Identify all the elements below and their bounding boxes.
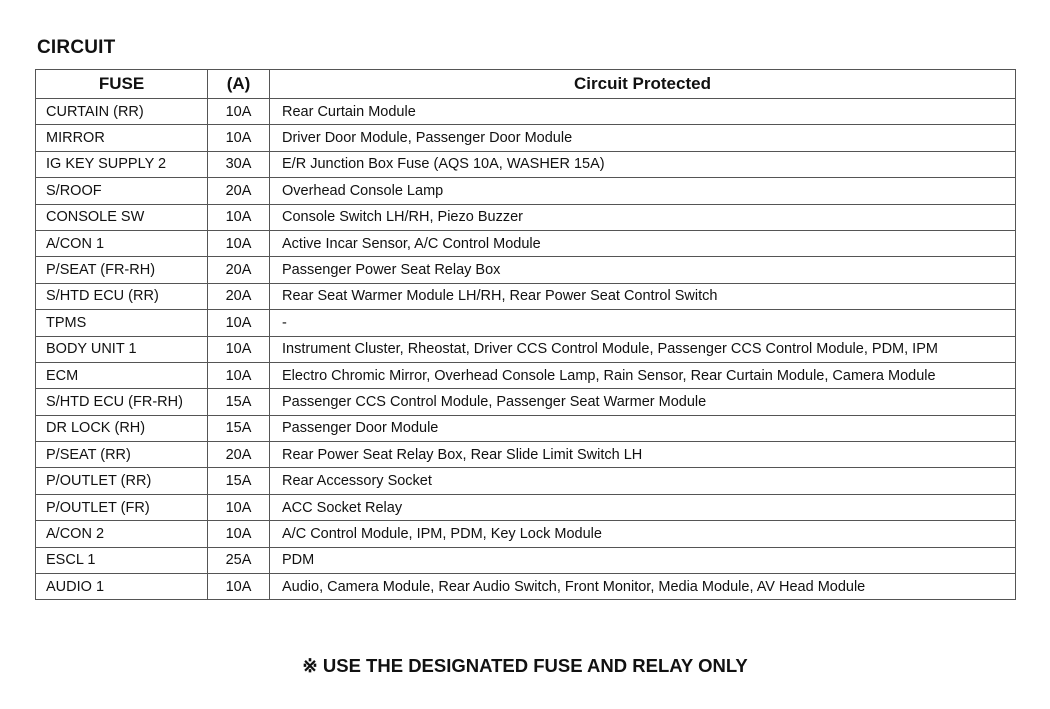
fuse-name-cell: A/CON 1	[36, 230, 208, 256]
circuit-protected-cell: Rear Power Seat Relay Box, Rear Slide Limit Switch LH	[270, 442, 1016, 468]
fuse-name-cell: P/OUTLET (RR)	[36, 468, 208, 494]
fuse-amperage-cell: 25A	[208, 547, 270, 573]
table-row	[36, 283, 1016, 309]
fuse-name-cell: A/CON 2	[36, 521, 208, 547]
table-row	[36, 257, 1016, 283]
header-fuse: FUSE	[36, 70, 208, 99]
fuse-amperage-cell: 10A	[208, 494, 270, 520]
fuse-amperage-cell: 10A	[208, 204, 270, 230]
circuit-protected-cell: A/C Control Module, IPM, PDM, Key Lock Module	[270, 521, 1016, 547]
footer-note: ※ USE THE DESIGNATED FUSE AND RELAY ONLY	[302, 655, 748, 676]
circuit-protected-cell: ACC Socket Relay	[270, 494, 1016, 520]
table-row	[36, 151, 1016, 177]
fuse-name-cell: P/OUTLET (FR)	[36, 494, 208, 520]
fuse-amperage-cell: 20A	[208, 257, 270, 283]
table-row	[36, 336, 1016, 362]
fuse-amperage-cell: 10A	[208, 521, 270, 547]
section-title: CIRCUIT	[37, 37, 116, 58]
table-row	[36, 494, 1016, 520]
fuse-amperage-cell: 15A	[208, 468, 270, 494]
header-amp: (A)	[208, 70, 270, 99]
table-row	[36, 389, 1016, 415]
fuse-amperage-cell: 10A	[208, 230, 270, 256]
fuse-amperage-cell: 10A	[208, 125, 270, 151]
circuit-protected-cell: Console Switch LH/RH, Piezo Buzzer	[270, 204, 1016, 230]
fuse-name-cell: S/HTD ECU (FR-RH)	[36, 389, 208, 415]
fuse-name-cell: S/HTD ECU (RR)	[36, 283, 208, 309]
circuit-protected-cell: Audio, Camera Module, Rear Audio Switch, Front Monitor, Media Module, AV Head Module	[270, 574, 1016, 600]
fuse-name-cell: S/ROOF	[36, 178, 208, 204]
circuit-protected-cell: Electro Chromic Mirror, Overhead Console Lamp, Rain Sensor, Rear Curtain Module, Camera Module	[270, 362, 1016, 388]
table-row	[36, 574, 1016, 600]
fuse-name-cell: IG KEY SUPPLY 2	[36, 151, 208, 177]
circuit-protected-cell: -	[270, 310, 1016, 336]
fuse-name-cell: DR LOCK (RH)	[36, 415, 208, 441]
circuit-protected-cell: Rear Accessory Socket	[270, 468, 1016, 494]
table-body	[36, 99, 1016, 600]
fuse-name-cell: TPMS	[36, 310, 208, 336]
circuit-protected-cell: Driver Door Module, Passenger Door Module	[270, 125, 1016, 151]
fuse-amperage-cell: 20A	[208, 442, 270, 468]
fuse-amperage-cell: 10A	[208, 574, 270, 600]
fuse-amperage-cell: 20A	[208, 178, 270, 204]
fuse-name-cell: P/SEAT (FR-RH)	[36, 257, 208, 283]
circuit-protected-cell: Rear Seat Warmer Module LH/RH, Rear Power Seat Control Switch	[270, 283, 1016, 309]
fuse-name-cell: CONSOLE SW	[36, 204, 208, 230]
table-row	[36, 442, 1016, 468]
table-row	[36, 362, 1016, 388]
table-row	[36, 99, 1016, 125]
circuit-protected-cell: Rear Curtain Module	[270, 99, 1016, 125]
circuit-protected-cell: Passenger CCS Control Module, Passenger Seat Warmer Module	[270, 389, 1016, 415]
table-row	[36, 521, 1016, 547]
fuse-name-cell: CURTAIN (RR)	[36, 99, 208, 125]
circuit-protected-cell: Overhead Console Lamp	[270, 178, 1016, 204]
fuse-amperage-cell: 15A	[208, 389, 270, 415]
circuit-protected-cell: PDM	[270, 547, 1016, 573]
fuse-name-cell: ESCL 1	[36, 547, 208, 573]
table-row	[36, 310, 1016, 336]
fuse-amperage-cell: 10A	[208, 310, 270, 336]
fuse-amperage-cell: 10A	[208, 99, 270, 125]
circuit-protected-cell: Passenger Power Seat Relay Box	[270, 257, 1016, 283]
fuse-amperage-cell: 20A	[208, 283, 270, 309]
circuit-protected-cell: Instrument Cluster, Rheostat, Driver CCS Control Module, Passenger CCS Control Module, PDM, IPM	[270, 336, 1016, 362]
table-row	[36, 415, 1016, 441]
header-circuit: Circuit Protected	[270, 70, 1016, 99]
table-row	[36, 125, 1016, 151]
table-row	[36, 178, 1016, 204]
fuse-table	[35, 69, 1016, 600]
circuit-protected-cell: Passenger Door Module	[270, 415, 1016, 441]
table-row	[36, 230, 1016, 256]
table-row	[36, 468, 1016, 494]
fuse-name-cell: ECM	[36, 362, 208, 388]
fuse-name-cell: AUDIO 1	[36, 574, 208, 600]
fuse-amperage-cell: 10A	[208, 336, 270, 362]
fuse-name-cell: P/SEAT (RR)	[36, 442, 208, 468]
fuse-amperage-cell: 30A	[208, 151, 270, 177]
fuse-name-cell: BODY UNIT 1	[36, 336, 208, 362]
circuit-protected-cell: Active Incar Sensor, A/C Control Module	[270, 230, 1016, 256]
fuse-name-cell: MIRROR	[36, 125, 208, 151]
table-row	[36, 547, 1016, 573]
table-header-row	[36, 70, 1016, 99]
fuse-amperage-cell: 10A	[208, 362, 270, 388]
table-row	[36, 204, 1016, 230]
fuse-amperage-cell: 15A	[208, 415, 270, 441]
circuit-protected-cell: E/R Junction Box Fuse (AQS 10A, WASHER 15A)	[270, 151, 1016, 177]
